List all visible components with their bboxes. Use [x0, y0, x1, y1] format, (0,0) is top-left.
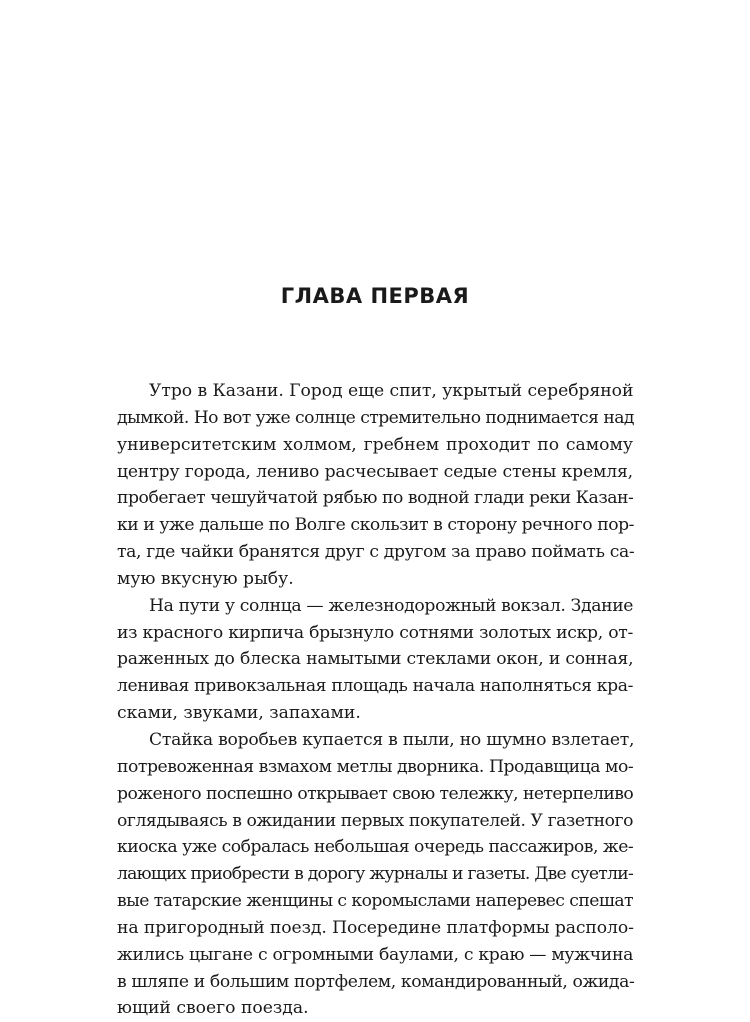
text-line: жились цыгане с огромными баулами, с краю — мужчина — [117, 944, 634, 965]
chapter-title: ГЛАВА ПЕРВАЯ — [280, 284, 470, 308]
text-line: Стайка воробьев купается в пыли, но шумно взлетает, — [149, 729, 635, 750]
text-line: мую вкусную рыбу. — [117, 568, 294, 589]
paragraph — [117, 378, 633, 593]
text-line: ющий своего поезда. — [117, 998, 309, 1019]
text-line: вые татарские женщины с коромыслами наперевес спешат — [117, 891, 633, 912]
text-line: ленивая привокзальная площадь начала наполняться кра- — [117, 676, 633, 697]
text-line: из красного кирпича брызнуло сотнями золотых искр, от- — [117, 622, 633, 643]
text-line: та, где чайки бранятся друг с другом за право поймать са- — [117, 542, 635, 563]
text-line: сками, звуками, запахами. — [117, 703, 361, 724]
text-line: университетским холмом, гребнем проходит по самому — [117, 434, 633, 455]
text-line: ки и уже дальше по Волге скользит в сторону речного пор- — [117, 515, 635, 536]
text-line: пробегает чешуйчатой рябью по водной глади реки Казан- — [117, 488, 634, 509]
paragraph — [117, 727, 633, 1022]
text-line: раженных до блеска намытыми стеклами окон, и сонная, — [117, 649, 634, 670]
text-line: Утро в Казани. Город еще спит, укрытый серебряной — [149, 381, 634, 401]
text-line: дымкой. Но вот уже солнце стремительно поднимается над — [117, 407, 634, 428]
chapter-body — [117, 378, 633, 1022]
text-line: в шляпе и большим портфелем, командированный, ожида- — [117, 971, 635, 992]
text-line: оглядываясь в ожидании первых покупателей. У газетного — [117, 810, 633, 831]
text-line: на пригородный поезд. Посередине платформы располо- — [117, 917, 634, 938]
text-line: роженого поспешно открывает свою тележку, нетерпеливо — [117, 783, 634, 804]
text-line: лающих приобрести в дорогу журналы и газеты. Две суетли- — [117, 864, 633, 885]
text-line: киоска уже собралась небольшая очередь пассажиров, же- — [117, 837, 634, 858]
text-line: потревоженная взмахом метлы дворника. Продавщица мо- — [117, 756, 634, 777]
paragraph — [117, 593, 633, 727]
text-line: На пути у солнца — железнодорожный вокзал. Здание — [149, 595, 634, 616]
text-line: центру города, лениво расчесывает седые стены кремля, — [117, 461, 633, 482]
